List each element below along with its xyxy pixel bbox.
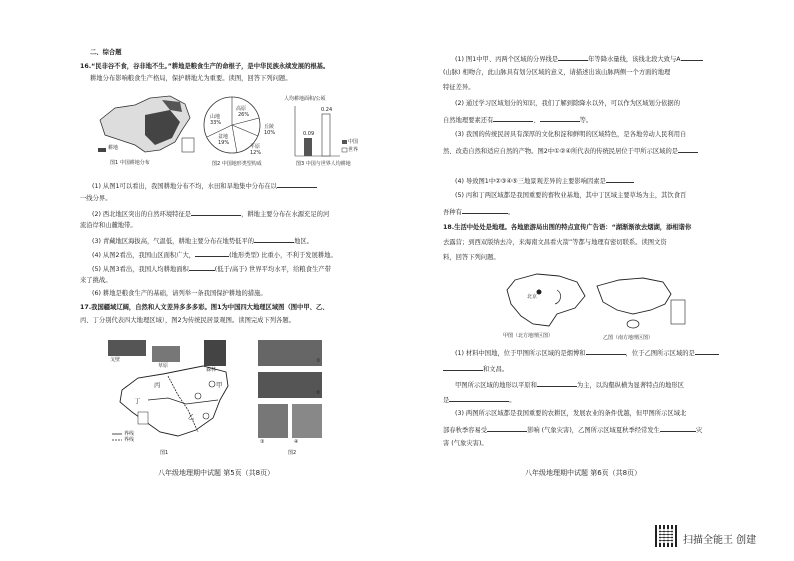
left-footer: 八年级地理期中试题 第5页（共8页） <box>158 469 275 477</box>
q16-part3: (3) 青藏地区海拔高，气温低，耕地主要分布在地势低平的 地区。 <box>92 238 313 245</box>
q17-stem-2: 丙、丁分别代表四大地理区域），图2为传统民居景观图。读图完成下列各题。 <box>80 317 295 324</box>
q17-part3: (3) 我国的传统民居具有深厚的文化积淀和鲜明的区域特色，是各地劳动人民利用自 <box>455 131 687 138</box>
figure-per-capita-bar <box>290 104 360 159</box>
photo-label-4: ④ <box>294 439 299 445</box>
fig3-title: 人均耕地面积/公顷 <box>284 96 326 102</box>
q18-part2: 甲图所示区域的地形以平原和 为主，以沟壑纵横为显著特点的地形区 <box>455 382 684 389</box>
pie-value-basin: 19% <box>218 140 230 146</box>
q17-part2: (2) 通过学习区域划分的知识，我们了解到除降水以外，可以作为区域划分依据的 <box>455 100 681 107</box>
pie-value-hill: 10% <box>264 130 276 136</box>
q17-stem-1: 17.我国疆域辽阔，自然和人文差异多多多彩。图1为中国四大地理区域图（图中甲、乙、 <box>80 304 329 311</box>
q16-part5: (5) 从图3看出，我国人均耕地面积 (低于/高于) 世界平均水平，给粮食生产带 <box>92 266 331 273</box>
q17-fig2-caption: 图2 <box>288 450 297 456</box>
map-label-beijing: 北京 <box>527 294 538 300</box>
q18-part1: (1) 材料中国地，位于甲图所示区域的是烟博和 ，位于乙图所示区域的是 <box>455 348 719 358</box>
legend-line-1: 界线 <box>124 431 135 437</box>
q16-part4: (4) 从图2看出，我国山区面积广大， (地形类型) 比重小，不利于发展耕地。 <box>92 252 337 259</box>
figure-north-region-map <box>497 268 597 330</box>
q17-part2-2: 自然地理要素还有 、 等。 <box>443 117 593 124</box>
photo-dwelling-4 <box>292 404 322 438</box>
q18-part2-2: 是 。 <box>443 397 516 404</box>
q17-part1-3: 特征差异。 <box>443 84 475 91</box>
photo-label-2: ② <box>316 390 321 396</box>
q17-part1: (1) 图1中甲、丙两个区域的分界线是 年等降水量线，该线北段大致与A <box>455 54 703 64</box>
q17-part5: (5) 丙和丁两区域都是我国重要的畜牧业基地，其中丁区域主要草场为主，其饮食百 <box>455 192 687 199</box>
q18-stem-3: 料，回答下列问题。 <box>443 254 500 261</box>
fig1-caption: 图1 中国耕地分布 <box>110 160 150 166</box>
q16-part5c: 来了挑战。 <box>80 277 112 284</box>
q17-part5-2: 吾种有 。 <box>443 209 515 216</box>
map-label-ding: 丁 <box>134 398 141 405</box>
q18-part3-3: 害 (气象灾害)。 <box>443 440 488 447</box>
pie-value-mountain: 33% <box>210 120 222 126</box>
q17-part1-2: (山脉) 相吻合，此山脉具有划分区域的意义，请描述出该山脉两侧一个方面的地理 <box>443 69 671 76</box>
bar-legend-china: 中国 <box>348 139 359 145</box>
q16-part1: (1) 从图1可以看出，我国耕地分布不均，水田和旱地集中分布在以 <box>92 181 317 191</box>
map-label-jia: 甲 <box>216 382 223 389</box>
watermark-text: 扫描全能王 创建 <box>683 535 757 546</box>
bar-value-china: 0.09 <box>303 131 315 137</box>
q16-part2: (2) 西北地区突出的自然环境特征是 ，耕地主要分布在水源充足的河 <box>92 211 330 218</box>
map-label-grassland: 草原 <box>158 363 169 369</box>
section-title: 二、综合题 <box>90 49 122 56</box>
q16-part6: (6) 耕地是粮食生产的基础，请列举一条我国保护耕地的措施。 <box>92 290 267 297</box>
pie-label-plateau: 高原 <box>236 106 247 112</box>
q17-part4: (4) 导致图1中②③④⑤三地景观差异的主要影响因素是 <box>455 176 634 186</box>
north-map-caption: 甲图（北方地理区图） <box>503 333 554 339</box>
right-page <box>397 0 794 561</box>
photo-dwelling-1 <box>258 340 322 366</box>
map-label-bing: 丙 <box>154 382 161 389</box>
scanner-watermark <box>655 525 785 549</box>
pie-label-basin: 盆地 <box>218 134 229 140</box>
q16-stem-2: 耕地分布影响粮食生产格局，保护耕地尤为重要。读图，回答下列问题。 <box>90 75 292 82</box>
bar-value-world: 0.24 <box>321 107 333 113</box>
photo-label-1: ① <box>316 358 321 364</box>
pie-label-plain: 平原 <box>250 144 261 150</box>
pie-label-mountain: 山地 <box>210 114 221 120</box>
q16-part1b: 一线分界。 <box>80 195 112 202</box>
fig2-caption: 图2 中国地形类型构成 <box>212 161 262 167</box>
q17-part3-2: 然、改造自然和适应自然的产物。图2中①②④所代表的传统民居位于甲所示区域的是 <box>443 146 698 156</box>
figure-four-regions-map <box>108 340 248 448</box>
q17-fig1-caption: 图1 <box>160 450 169 456</box>
q18-part3-2: 部春秋季容易受 影响 (气象灾害)，乙图所示区域夏秋季经常发生 灾 <box>443 427 703 434</box>
pie-value-plain: 12% <box>250 150 262 156</box>
photo-dwelling-3 <box>258 404 288 438</box>
legend-line-2: 界线 <box>124 437 135 443</box>
pie-label-hill: 丘陵 <box>264 124 275 130</box>
right-footer: 八年级地理期中试题 第6页（共8页） <box>525 469 642 477</box>
q18-part3: (3) 两图所示区域都是我国重要的农耕区，发展农业的条件优越，但甲图所示区域北 <box>455 410 687 417</box>
map-label-yi: 乙 <box>188 414 195 421</box>
figure-farmland-map <box>90 90 200 160</box>
map-label-gobi: 戈壁 <box>110 357 121 363</box>
fig3-caption: 图3 中国与世界人均耕地 <box>296 161 351 167</box>
bar-legend-world: 世界 <box>348 147 359 153</box>
q18-stem-2: 去露营；到西双版纳去冷，来海南文昌看火箭”等都与地理有密切联系。读图文资 <box>443 239 667 246</box>
south-map-caption: 乙图（南方地理区图） <box>603 335 654 341</box>
photo-label-3: ③ <box>260 439 265 445</box>
map-label-forest: 森林 <box>206 367 217 373</box>
figure-south-region-map <box>587 270 691 332</box>
q16-stem-1: 16.“民非谷不食，谷非地不生。”耕地是粮食生产的命根子，是中华民族永续发展的根基。 <box>80 63 330 70</box>
pie-value-plateau: 26% <box>238 112 250 118</box>
q18-part1-2: 和文昌。 <box>443 364 508 374</box>
q16-part2c: 流沿岸和山麓地带。 <box>80 222 137 229</box>
photo-dwelling-2 <box>258 372 322 398</box>
fig1-legend: 耕地 <box>108 145 119 151</box>
q18-stem-1: 18.生活中处处是地理。各地旅游局出图的特点宣传广告语：“湖渐渐欲去烟湖，添相谐你 <box>443 224 692 231</box>
qr-code-icon <box>655 525 677 547</box>
